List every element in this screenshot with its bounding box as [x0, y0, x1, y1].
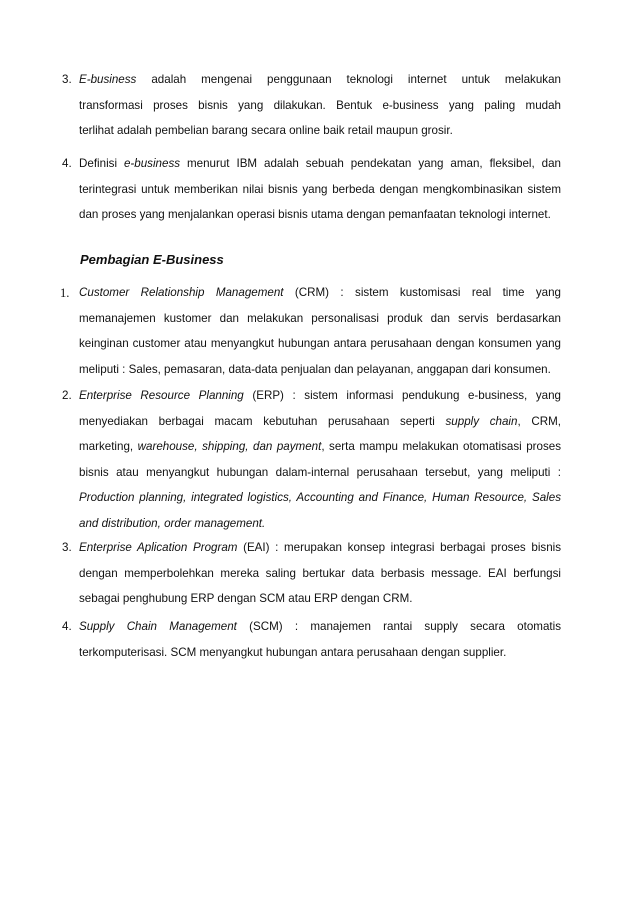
italic-text: and distribution, order management.: [79, 516, 266, 530]
text-segment: (SCM) : manajemen rantai supply secara otomatis: [236, 620, 562, 633]
text-segment: (ERP) : sistem informasi pendukung e-business, yang: [243, 389, 561, 402]
text-segment: sebagai penghubung ERP dengan SCM atau ERP dengan CRM.: [79, 592, 413, 605]
text-line: [79, 183, 561, 196]
text-line: [79, 517, 561, 530]
text-line: [79, 208, 561, 221]
text-line: [79, 73, 561, 86]
text-segment: Definisi: [79, 157, 124, 170]
text-segment: dengan memperbolehkan mereka saling bertukar data berbasis message. EAI berfungsi: [79, 566, 561, 580]
text-line: [79, 440, 561, 453]
section-heading: Pembagian E-Business: [80, 252, 224, 267]
text-segment: marketing,: [79, 440, 138, 453]
list-item-number: 3.: [62, 541, 72, 554]
text-line: [79, 646, 561, 659]
italic-text: Enterprise Resource Planning: [79, 389, 244, 402]
text-line: [79, 157, 561, 170]
italic-text: supply chain: [445, 414, 518, 428]
list-item-number: 4.: [62, 157, 72, 170]
text-line: [79, 592, 561, 605]
text-line: [79, 491, 561, 504]
italic-text: Customer Relationship Management: [79, 286, 284, 299]
text-line: [79, 312, 561, 325]
text-segment: adalah mengenai penggunaan teknologi internet untuk melakukan: [136, 73, 561, 86]
list-item-number: 3.: [62, 73, 72, 86]
list-item-number: 4.: [62, 620, 72, 633]
text-line: [79, 415, 561, 428]
text-segment: memanajemen kustomer dan melakukan personalisasi produk dan servis berdasarkan: [79, 311, 561, 325]
text-segment: , serta mampu melakukan otomatisasi proses: [321, 440, 561, 453]
text-segment: , CRM,: [517, 414, 561, 428]
text-line: [79, 389, 561, 402]
list-item-number: 2.: [62, 389, 72, 402]
text-segment: terintegrasi untuk memberikan nilai bisnis yang berbeda dengan mengkombinasikan sistem: [79, 182, 561, 196]
list-item-number: 1.: [60, 286, 70, 300]
text-segment: (CRM) : sistem kustomisasi real time yang: [283, 286, 561, 299]
italic-text: Production planning, integrated logistics, Accounting and Finance, Human Resource, Sales: [79, 491, 561, 504]
text-segment: menyediakan berbagai macam kebutuhan perusahaan seperti: [79, 414, 446, 428]
italic-text: E-business: [79, 73, 137, 86]
text-line: [79, 541, 561, 554]
text-line: [79, 286, 561, 299]
text-segment: terkomputerisasi. SCM menyangkut hubungan antara perusahaan dengan supplier.: [79, 645, 507, 659]
italic-text: Enterprise Aplication Program: [79, 541, 238, 554]
italic-text: e-business: [123, 157, 181, 170]
text-segment: (EAI) : merupakan konsep integrasi berbagai proses bisnis: [237, 541, 562, 554]
text-segment: menurut IBM adalah sebuah pendekatan yang aman, fleksibel, dan: [180, 157, 561, 170]
text-segment: keinginan customer atau menyangkut hubungan antara perusahaan dengan konsumen yang: [79, 337, 561, 350]
text-line: [79, 99, 561, 112]
text-segment: bisnis atau menyangkut hubungan dalam-internal perusahaan tersebut, yang meliputi :: [79, 465, 561, 479]
italic-text: warehouse, shipping, dan payment: [137, 440, 322, 453]
text-line: [79, 620, 561, 633]
text-line: [79, 567, 561, 580]
text-line: [79, 466, 561, 479]
text-segment: terlihat adalah pembelian barang secara online baik retail maupun grosir.: [79, 124, 453, 137]
italic-text: Supply Chain Management: [79, 620, 237, 633]
text-segment: transformasi proses bisnis yang dilakukan. Bentuk e-business yang paling mudah: [79, 98, 561, 112]
text-line: [79, 363, 561, 376]
text-segment: dan proses yang menjalankan operasi bisnis utama dengan pemanfaatan teknologi internet.: [79, 208, 551, 221]
text-line: [79, 124, 561, 137]
text-segment: meliputi : Sales, pemasaran, data-data penjualan dan pelayanan, anggapan dari konsumen.: [79, 362, 551, 376]
text-line: [79, 337, 561, 350]
